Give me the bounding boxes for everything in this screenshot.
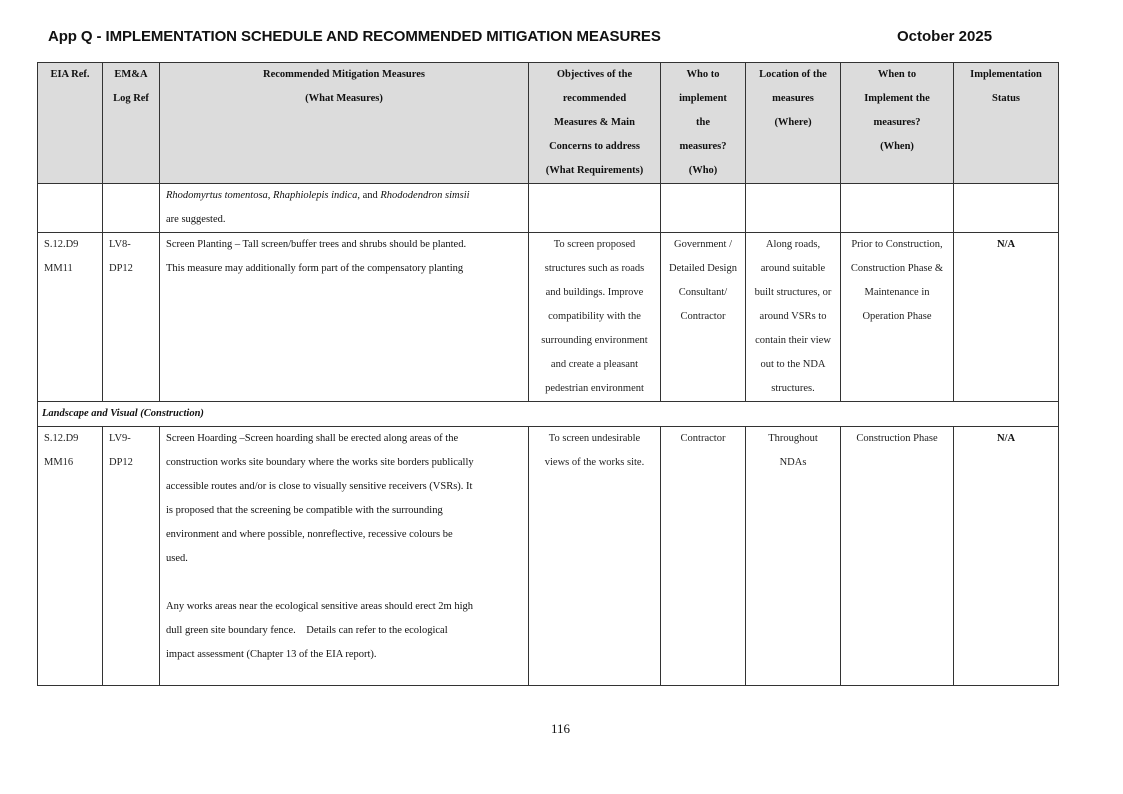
who-cell: Government / Detailed Design Consultant/ Contractor [661,233,746,402]
eia-ref-cell: S.12.D9 MM16 [38,427,103,686]
when-cell: Construction Phase [841,427,954,686]
measures-cell: Screen Hoarding –Screen hoarding shall be erected along areas of the construction works site boundary where the works site borders publically accessible routes and/or is close to visually sensitive receivers (VSRs). It is proposed that the screening be compatible with the surrounding environment and where possible, nonreflective, recessive colours be used. Any works areas near the ecological sensitive areas should erect 2m high dull green site boundary fence. Details can refer to the ecological impact assessment (Chapter 13 of the EIA report). [160,427,529,686]
where-cell: Along roads, around suitable built structures, or around VSRs to contain their view out to the NDA structures. [746,233,841,402]
measures-cell: Screen Planting – Tall screen/buffer trees and shrubs should be planted. This measure may additionally form part of the compensatory planting [160,233,529,402]
objectives-cell: To screen proposed structures such as roads and buildings. Improve compatibility with the surrounding environment and create a pleasant pedestrian environment [529,233,661,402]
section-heading: Landscape and Visual (Construction) [38,402,1059,427]
when-cell: Prior to Construction, Construction Phase & Maintenance in Operation Phase [841,233,954,402]
table-row [38,427,1059,686]
table-header-row [38,63,1059,184]
log-ref-cell: LV9- DP12 [103,427,160,686]
col-header-status: Implementation Status [954,63,1059,184]
document-date: October 2025 [897,28,993,45]
who-cell: Contractor [661,427,746,686]
page-number: 116 [551,721,571,736]
col-header-eia-ref: EIA Ref. [38,63,103,184]
log-ref-cell: LV8- DP12 [103,233,160,402]
col-header-who: Who to implement the measures? (Who) [661,63,746,184]
col-header-objectives: Objectives of the recommended Measures & Main Concerns to address (What Requirements) [529,63,661,184]
mitigation-schedule-table [37,62,1059,686]
document-title: App Q - IMPLEMENTATION SCHEDULE AND RECOMMENDED MITIGATION MEASURES [48,28,661,45]
status-cell: N/A [954,427,1059,686]
status-cell: N/A [954,233,1059,402]
table-row-continuation [38,184,1059,233]
measures-cell: Rhodomyrtus tomentosa, Rhaphiolepis indica, and Rhododendron simsii are suggested. [160,184,529,233]
objectives-cell: To screen undesirable views of the works site. [529,427,661,686]
col-header-location: Location of the measures (Where) [746,63,841,184]
table-row [38,233,1059,402]
col-header-measures: Recommended Mitigation Measures (What Measures) [160,63,529,184]
col-header-when: When to Implement the measures? (When) [841,63,954,184]
section-heading-row [38,402,1059,427]
col-header-ema-log-ref: EM&A Log Ref [103,63,160,184]
where-cell: Throughout NDAs [746,427,841,686]
eia-ref-cell: S.12.D9 MM11 [38,233,103,402]
